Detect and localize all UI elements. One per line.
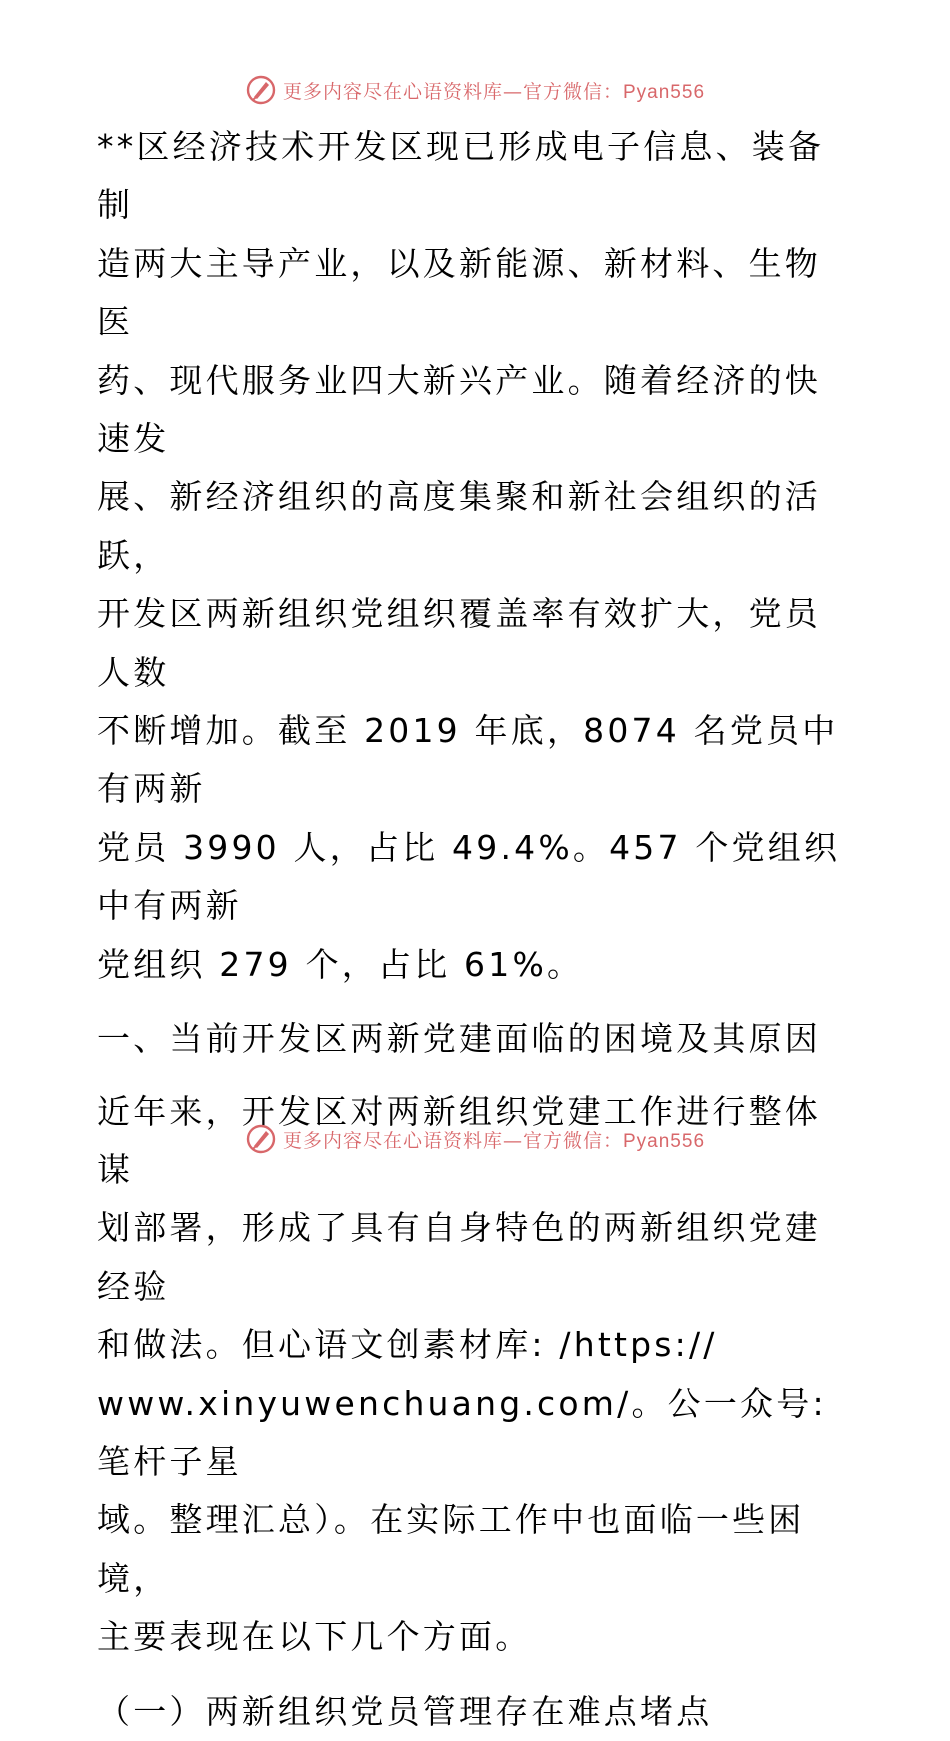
watermark-wechat-label: 官方微信： bbox=[522, 1129, 623, 1152]
section-heading-1: 一、当前开发区两新党建面临的困境及其原因 bbox=[97, 1019, 821, 1059]
text-line: 药、现代服务业四大新兴产业。随着经济的快速发 bbox=[97, 360, 821, 459]
text-line: 划部署，形成了具有自身特色的两新组织党建经验 bbox=[97, 1208, 821, 1306]
watermark-dash: — bbox=[502, 1129, 523, 1152]
document-body bbox=[97, 118, 857, 1741]
text-line: 主要表现在以下几个方面。 bbox=[97, 1617, 532, 1657]
paragraph-intro bbox=[97, 118, 857, 994]
text-line: 党组织 279 个，占比 61%。 bbox=[97, 944, 584, 984]
text-line: 开发区两新组织党组织覆盖率有效扩大，党员人数 bbox=[97, 594, 821, 692]
text-line: www.xinyuwenchuang.com/。公一众号: 笔杆子星 bbox=[97, 1383, 827, 1481]
header-watermark bbox=[0, 70, 950, 110]
watermark-wechat-id: Pyan556 bbox=[623, 81, 706, 103]
text-line: 近年来，开发区对两新组织党建工作进行整体谋 bbox=[97, 1091, 821, 1189]
watermark-site-name: 更多内容尽在心语资料库 bbox=[282, 80, 503, 103]
watermark-wechat-label: 官方微信： bbox=[522, 80, 623, 103]
watermark-text bbox=[283, 1126, 705, 1153]
watermark-wechat-id: Pyan556 bbox=[623, 1130, 706, 1152]
quill-seal-icon bbox=[245, 74, 277, 106]
watermark-site-name: 更多内容尽在心语资料库 bbox=[282, 1129, 503, 1152]
paragraph-section-1 bbox=[97, 1083, 857, 1667]
text-line: 党员 3990 人，占比 49.4%。457 个党组织中有两新 bbox=[97, 827, 841, 926]
quill-seal-icon bbox=[245, 1123, 277, 1155]
text-line: 域。整理汇总）。在实际工作中也面临一些困境， bbox=[97, 1500, 805, 1598]
watermark-dash: — bbox=[502, 80, 523, 103]
text-line: **区经济技术开发区现已形成电子信息、装备制 bbox=[97, 127, 825, 225]
footer-watermark bbox=[0, 1119, 950, 1159]
text-line: 不断增加。截至 2019 年底，8074 名党员中有两新 bbox=[97, 711, 839, 809]
watermark-text bbox=[283, 77, 705, 104]
text-line: 展、新经济组织的高度集聚和新社会组织的活跃， bbox=[97, 477, 821, 575]
subsection-heading-1: （一）两新组织党员管理存在难点堵点 bbox=[97, 1691, 713, 1731]
text-line: 造两大主导产业，以及新能源、新材料、生物医 bbox=[97, 243, 821, 342]
text-line: 和做法。但心语文创素材库: /https:// bbox=[97, 1325, 718, 1365]
